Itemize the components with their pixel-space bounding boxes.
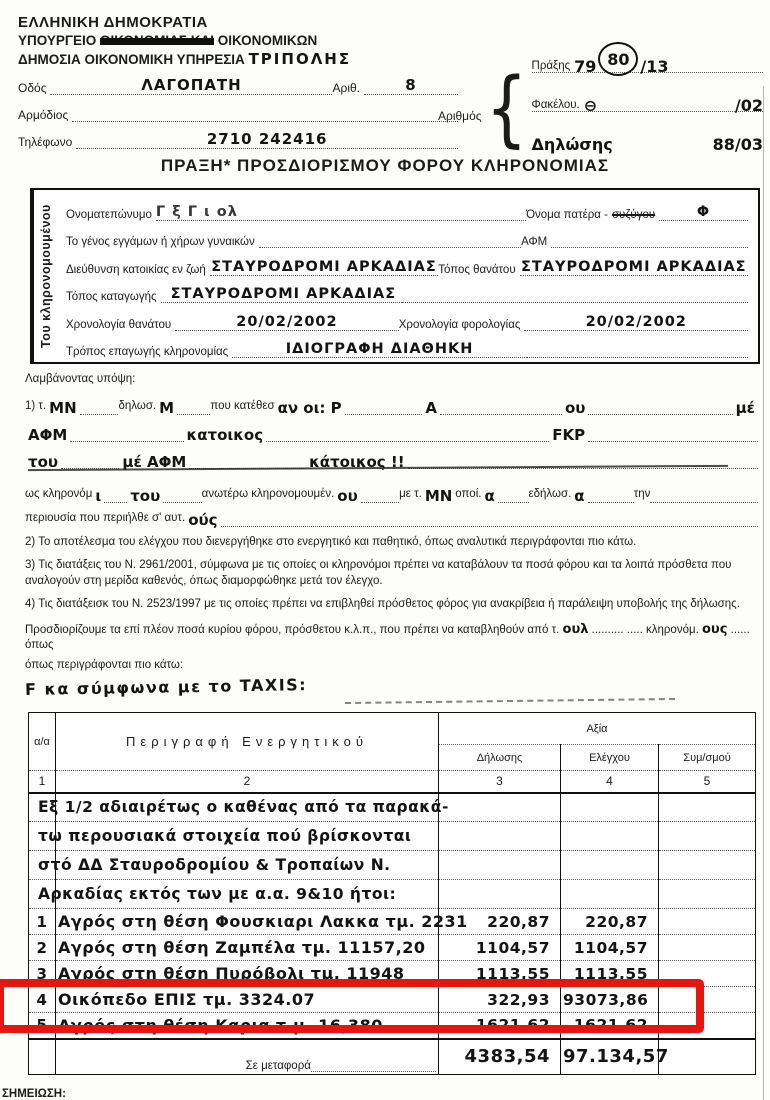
mode-label: Τρόπος επαγωγής κληρονομίας [66, 345, 229, 358]
c1-dots-2 [177, 403, 210, 415]
row-description: Αγρός στη θέση Φουσκιαρι Λακκα τμ. 2231 [58, 912, 468, 931]
c4-printed-2: ανωτέρω κληρονομουμέν. [201, 488, 335, 500]
considering-line-1 [25, 388, 758, 418]
c5-hw-1: ούς [188, 511, 218, 530]
c4-printed-6: την [633, 488, 651, 500]
row-declared-value: 1104,57 [475, 938, 550, 957]
folder-label: Φακέλου. [531, 99, 580, 111]
row-audited-value: 220,87 [585, 912, 648, 931]
folder-number-row [531, 85, 763, 115]
address-value: ΣΤΑΥΡΟΔΡΟΜΙ ΑΡΚΑΔΙΑΣ [211, 258, 437, 275]
c4-printed-1: ως κληρονόμ [25, 488, 93, 500]
red-highlight-box [0, 979, 704, 1033]
mode-field [232, 341, 527, 358]
official-label: Αρμόδιος [18, 108, 69, 122]
c4-hw-2: του [130, 487, 161, 506]
col-num-4: 4 [561, 771, 659, 793]
c1-dots-1 [80, 403, 119, 415]
col-header-value-group: Αξία [439, 713, 756, 745]
number-label: Αριθ. [332, 81, 360, 95]
country-line: ΕΛΛΗΝΙΚΗ ΔΗΜΟΚΡΑΤΙΑ [18, 14, 208, 31]
row-aa: 5 [36, 1016, 48, 1035]
afm-dots [551, 236, 748, 248]
number-value: 8 [405, 76, 417, 94]
p5-printed-1: Προσδιορίζουμε τα επί πλέον ποσά κυρίου φόρου, πρόσθετου κ.λ.π., που πρέπει να καταβληθούν από τ. [25, 623, 560, 636]
name-line [66, 195, 748, 221]
origin-value: ΣΤΑΥΡΟΔΡΟΜΙ ΑΡΚΑΔΙΑΣ [170, 286, 397, 303]
c2-hw-2: κατοικος [186, 426, 264, 445]
father-name-field [659, 204, 748, 221]
death-date-label: Χρονολογία θανάτου [66, 318, 172, 331]
praxis-circled-number: 80 [598, 42, 638, 76]
paragraph-3: 3) Τις διατάξεις του Ν. 2961/2001, σύμφωνα με τις οποίες οι κληρονόμοι πρέπει να καταβάλουν τα ποσά φόρου και τα λοιπά πρόσθετα που αναλογούν στη μερίδα καθενός, όπως διαμορφώθηκε μετά τον έλεγχο. [25, 559, 732, 587]
origin-dots [402, 291, 748, 303]
intro-text-3: στό ΔΔ Σταυροδρομίου & Τροπαίων Ν. [38, 856, 391, 874]
row-declared-value: 1113,55 [475, 964, 550, 983]
c4-dots-6 [650, 491, 758, 503]
service-label: ΔΗΜΟΣΙΑ ΟΙΚΟΝΟΜΙΚΗ ΥΠΗΡΕΣΙΑ [18, 52, 245, 67]
c5-dots-1 [221, 515, 758, 527]
ministry-prefix: ΥΠΟΥΡΓΕΙΟ [18, 33, 97, 48]
afm-label: ΑΦΜ [521, 236, 548, 249]
c1-dots-4 [440, 403, 562, 415]
c1-hw-6: μέ [735, 399, 756, 418]
c1-hw-5: ου [564, 399, 586, 418]
maiden-label: Το γένος εγγάμων ή χήρων γυναικών [66, 236, 255, 249]
street-line [18, 74, 458, 95]
col-num-1: 1 [29, 771, 56, 793]
col-num-5: 5 [659, 771, 756, 793]
origin-field [161, 286, 402, 303]
intro-row-4 [29, 880, 756, 909]
intro-row-1 [29, 793, 756, 822]
declaration-label-handwritten: Δηλώσης [531, 135, 613, 154]
praxis-dots [669, 61, 763, 72]
c2-dots-3 [588, 430, 758, 442]
mode-line [66, 332, 748, 358]
c4-hw-5: α [484, 487, 495, 506]
row-aa: 3 [36, 964, 48, 983]
carry-declared-total: 4383,54 [464, 1046, 550, 1068]
note-label: ΣΗΜΕΙΩΣΗ: [2, 1088, 66, 1100]
paragraph-6: όπως περιγράφονται πιο κάτω: [25, 658, 184, 671]
p5-printed-3: όπως [25, 639, 54, 652]
p5-hw-2: ους [702, 621, 728, 637]
intro-row-2 [29, 822, 756, 851]
c3-dots-1 [61, 457, 119, 469]
row-declared-value: 220,87 [487, 912, 550, 931]
tax-date-value: 20/02/2002 [585, 313, 687, 330]
c2-hw-1: ΑΦΜ [28, 426, 68, 445]
father-name-value: Φ [696, 204, 711, 220]
c4-printed-5: εδήλωσ. [528, 488, 572, 500]
row-declared-value: 322,93 [487, 990, 550, 1009]
death-place-field [520, 259, 748, 276]
maiden-line [66, 222, 748, 248]
tax-date-label: Χρονολογία φορολογίας [398, 318, 521, 331]
c1-hw-4: Α [425, 399, 437, 418]
name-label: Ονοματεπώνυμο [66, 209, 152, 221]
table-header-row-1 [29, 713, 756, 745]
brace-glyph: { [485, 60, 528, 157]
death-place-label: Τόπος θανάτου [438, 263, 516, 276]
official-dotted-line [72, 110, 458, 122]
col-header-description: Περιγραφή Ενεργητικού [56, 713, 439, 771]
dates-line [66, 305, 748, 331]
paragraph-4: 4) Τις διατάξεισκ του Ν. 2523/1997 με τις οποίες πρέπει να επιβληθεί πρόσθετος φόρος για ανακρίβεια ή παράλειψη υποβολής της δήλωσης. [25, 598, 740, 611]
death-date-field [175, 314, 399, 331]
c1-hw-3: αν οι: Ρ [277, 399, 342, 418]
intro-text-1: Εξ 1/2 αδιαιρέτως ο καθένας από τα παρακά- [38, 798, 449, 817]
number-group-label: Αριθμός [438, 109, 482, 123]
street-value-field [50, 76, 332, 95]
row-description: Αγρός στη θέση Πυρόβολι τμ. 11948 [58, 964, 405, 983]
row-declared-value: 1621,62 [475, 1016, 550, 1035]
declaration-number-row [531, 124, 763, 154]
name-erased-remnant: Γ ξ Γ ι ολ [155, 204, 238, 220]
c4-hw-6: α [574, 487, 585, 506]
deceased-info-box [30, 188, 760, 364]
praxis-year: /13 [640, 57, 669, 76]
mode-value: ΙΔΙΟΓΡΑΦΗ ΔΙΑΘΗΚΗ [285, 340, 474, 357]
row-aa: 4 [36, 990, 48, 1009]
col-header-aa: α/α [29, 713, 56, 771]
c1-hw-2: Μ [159, 399, 175, 418]
c4-hw-1: ι [95, 487, 102, 506]
service-city-handwritten: ΤΡΙΠΟΛΗΣ [248, 50, 352, 68]
deceased-fields [58, 190, 758, 362]
carry-forward-row [29, 1039, 756, 1075]
col-header-declared: Δήλωσης [439, 745, 561, 771]
c3-hw-3: κάτοικος !! [309, 453, 405, 472]
col-header-audited: Ελέγχου [561, 745, 659, 771]
considering-section [25, 372, 758, 701]
taxis-handwritten-note: F κα σύμφωνα με το TAXIS: [24, 675, 308, 700]
col-header-contract: Συμ/σμού [659, 745, 756, 771]
c4-printed-4: οποί. [455, 488, 482, 500]
street-label: Οδός [18, 81, 47, 95]
row-audited-value: 1104,57 [573, 938, 648, 957]
origin-label: Τόπος καταγωγής [66, 291, 157, 304]
street-value: ΛΑΓΟΠΑΤΗ [141, 76, 242, 94]
father-name-label: Όνομα πατέρα - [526, 209, 608, 221]
death-date-value: 20/02/2002 [236, 313, 338, 330]
ministry-suffix: ΟΙΚΟΝΟΜΙΚΩΝ [217, 33, 318, 48]
folder-circled-mark: ⊖ [583, 96, 598, 115]
considering-heading: Λαμβάνοντας υπόψη: [25, 373, 136, 385]
father-spouse-struck: συζύγου [611, 209, 656, 221]
considering-line-2 [25, 415, 758, 445]
row-audited-value: 1621,62 [573, 1016, 648, 1035]
c4-dots-3 [361, 491, 399, 503]
row-aa: 2 [36, 938, 48, 957]
col-num-2: 2 [56, 771, 439, 793]
c2-hw-3: FΚΡ [552, 426, 586, 445]
table-row [29, 909, 756, 935]
praxis-number: 79 [574, 57, 597, 76]
row-description: Αγρός στη θέση Ζαμπέλα τμ. 11157,20 [58, 938, 426, 957]
phone-line [18, 128, 458, 149]
mode-dots [527, 346, 748, 358]
name-field [156, 204, 526, 221]
address-field [210, 259, 438, 276]
c4-hw-3: ου [337, 487, 358, 506]
death-place-value: ΣΤΑΥΡΟΔΡΟΜΙ ΑΡΚΑΔΙΑΣ [521, 258, 747, 275]
c4-dots-5 [588, 491, 634, 503]
intro-row-3 [29, 851, 756, 880]
phone-value: 2710 242416 [206, 130, 328, 148]
intro-text-2: τω περουσιακά στοιχεία πού βρίσκονται [38, 827, 412, 845]
carry-forward-label: Σε μεταφορά [245, 1059, 311, 1072]
c2-dots-1 [70, 430, 183, 442]
declaration-value: 88/03 [712, 135, 763, 154]
row-audited-value: 93073,86 [563, 990, 649, 1009]
c4-hw-4: ΜΝ [424, 487, 453, 506]
heir-line-1 [25, 473, 758, 506]
c1-printed-1: 1) τ. [25, 400, 47, 412]
c1-printed-3: που κατέθεσ [210, 400, 275, 412]
c2-dots-2 [266, 430, 549, 442]
phone-label: Τηλέφωνο [18, 135, 73, 149]
col-num-3: 3 [439, 771, 561, 793]
c4-dots-2 [163, 491, 201, 503]
c1-printed-2: δηλωσ. [118, 400, 157, 412]
c4-dots-1 [104, 491, 127, 503]
column-number-row [29, 771, 756, 793]
c1-hw-1: ΜΝ [49, 399, 77, 418]
row-description: Οικόπεδο ΕΠΙΣ τμ. 3324.07 [58, 990, 316, 1009]
carry-audited-total: 97.134,57 [563, 1046, 669, 1068]
c5-printed-1: περιουσία που περιήλθε σ' αυτ. [25, 512, 186, 524]
intro-text-4: Αρκαδίας εκτός των με α.α. 9&10 ήτοι: [38, 885, 397, 903]
praxis-label: Πράξης [531, 60, 571, 72]
reference-rows [532, 46, 763, 162]
address-label: Διεύθυνση κατοικίας εν ζωή [66, 263, 206, 276]
origin-line [66, 277, 748, 303]
deceased-side-label: Του κληρονομουμένου [32, 190, 58, 362]
tax-date-field [524, 314, 748, 331]
maiden-dots [259, 236, 521, 248]
c3-hw-2: μέ ΑΦΜ [122, 453, 187, 472]
document-title: ΠΡΑΞΗ* ΠΡΟΣΔΙΟΡΙΣΜΟΥ ΦΟΡΟΥ ΚΛΗΡΟΝΟΜΙΑΣ [160, 156, 610, 175]
service-line [18, 50, 458, 68]
paragraph-5 [25, 621, 758, 654]
row-description: Αγρός στη θέση Καρια τ.μ. 16,380 [58, 1015, 383, 1035]
carry-forward-label-line [58, 1042, 436, 1072]
c1-dots-5 [588, 403, 732, 415]
c3-hw-1: του [28, 453, 59, 472]
p5-dots-1: .......... ..... [591, 623, 643, 636]
p5-dots-2: ...... [730, 623, 750, 636]
phone-value-field [76, 130, 458, 149]
row-audited-value: 1113,55 [573, 964, 648, 983]
table-row [29, 935, 756, 961]
c1-dots-3 [345, 403, 423, 415]
agency-header [18, 14, 458, 149]
p5-printed-2: κληρονόμ. [645, 623, 699, 636]
row-aa: 1 [36, 912, 48, 931]
ministry-line [18, 33, 458, 48]
paragraph-2: 2) Το αποτέλεσμα του ελέγχου που διενεργήθηκε στο ενεργητικό και παθητικό, όπως αναλυτικά περιγράφονται πιο κάτω. [25, 535, 637, 548]
p5-hw-1: ουλ [562, 621, 589, 637]
reference-numbers-block [438, 46, 763, 162]
praxis-number-row [531, 46, 763, 76]
carry-dots [311, 1060, 436, 1072]
address-line [66, 250, 748, 276]
scan-edge-line [763, 86, 765, 1100]
ministry-struck-text: ΟΙΚΟΝΟΜΙΑΣ ΚΑΙ [100, 33, 215, 48]
c4-printed-3: με τ. [399, 488, 422, 500]
folder-year: /02 [734, 96, 763, 115]
folder-dots [597, 100, 735, 111]
official-line [18, 101, 458, 122]
c4-dots-4 [498, 491, 529, 503]
